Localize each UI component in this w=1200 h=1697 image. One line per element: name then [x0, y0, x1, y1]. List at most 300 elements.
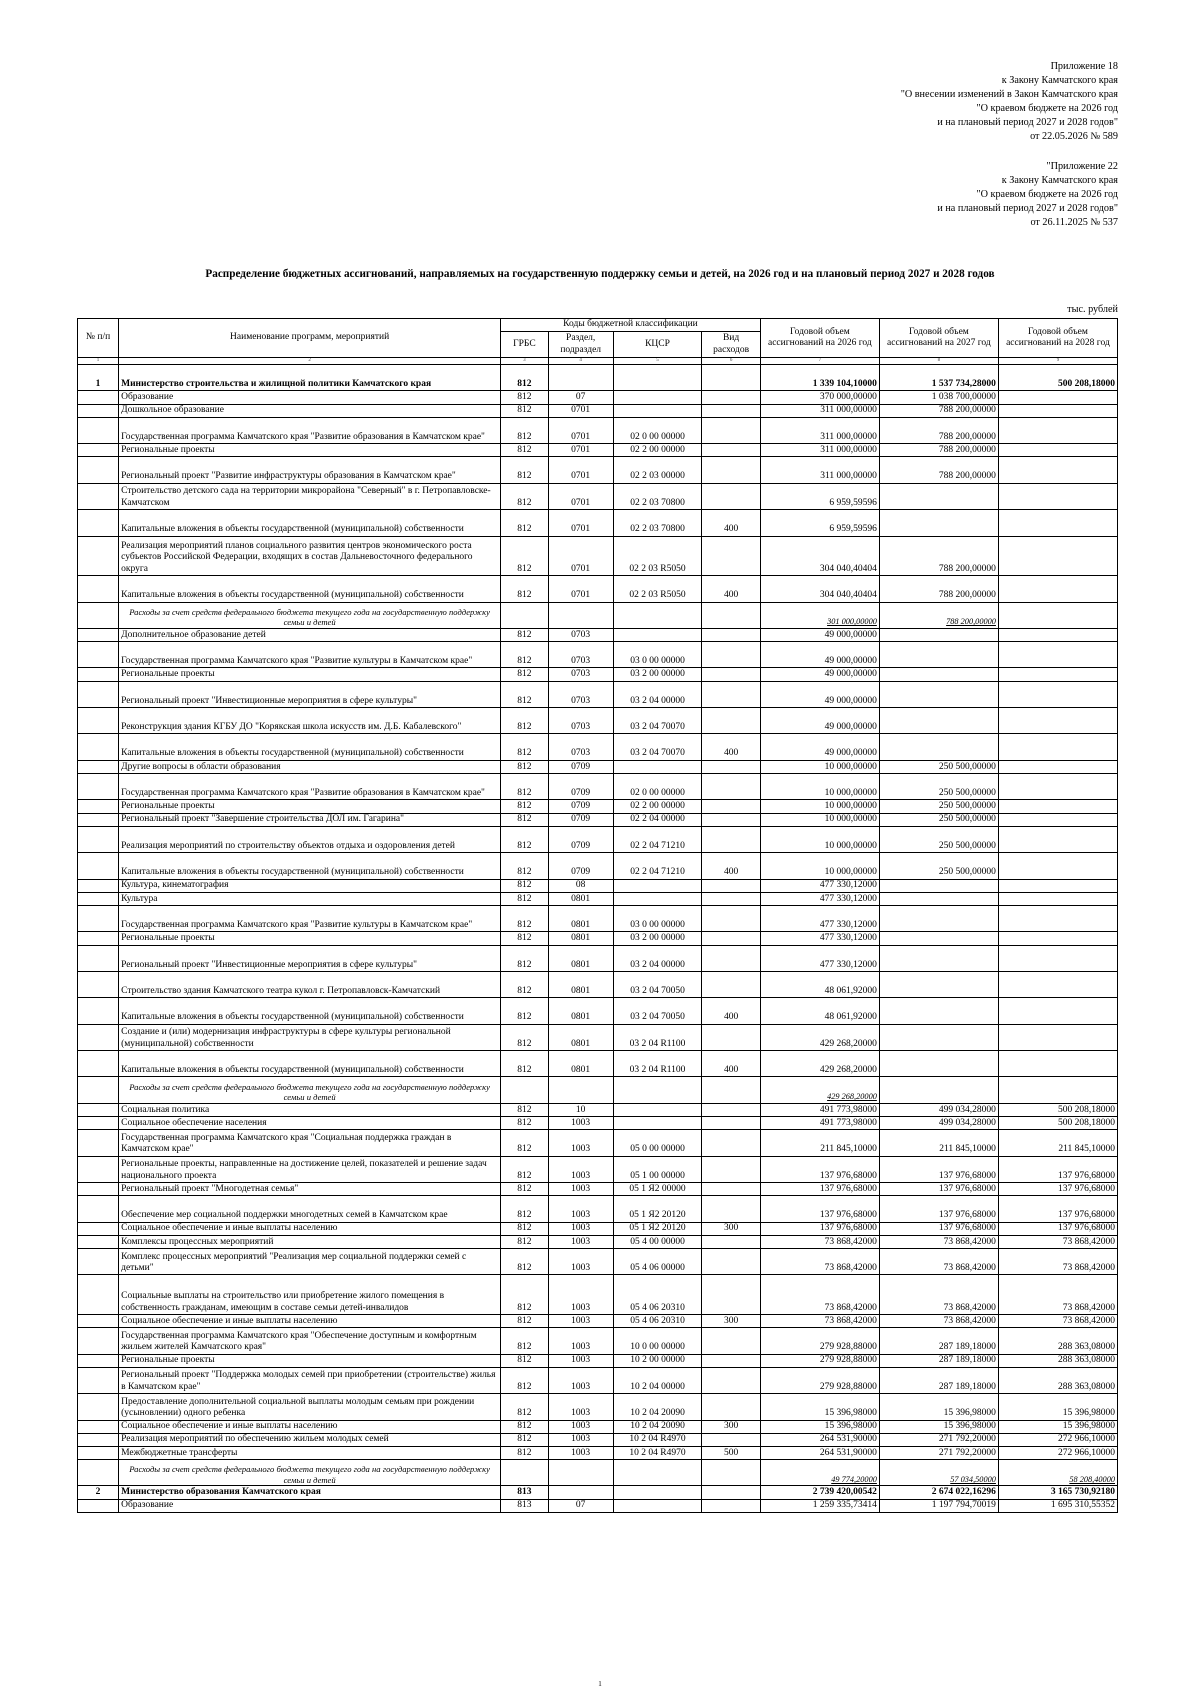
- table-row: [78, 457, 1118, 483]
- table-row: [78, 905, 1118, 931]
- row-value-2027: [879, 905, 998, 931]
- row-index: [78, 536, 119, 576]
- row-value-2026: 304 040,40404: [760, 576, 879, 602]
- row-section: 1003: [548, 1446, 613, 1459]
- row-index: [78, 628, 119, 641]
- row-value-2026: 370 000,00000: [760, 391, 879, 404]
- row-name: Государственная программа Камчатского края "Развитие культуры в Камчатском крае": [119, 642, 501, 668]
- row-name: Реализация мероприятий по строительству объектов отдыха и оздоровления детей: [119, 826, 501, 852]
- row-index: [78, 879, 119, 892]
- row-vr: [702, 708, 760, 734]
- table-row: [78, 642, 1118, 668]
- row-value-2026: 301 000,00000: [760, 602, 879, 628]
- appendix-line: к Закону Камчатского края: [1001, 75, 1118, 86]
- row-vr: 400: [702, 998, 760, 1024]
- row-vr: [702, 391, 760, 404]
- row-index: [78, 417, 119, 443]
- row-grbs: 812: [501, 813, 549, 826]
- row-value-2027: [879, 510, 998, 536]
- row-index: [78, 404, 119, 417]
- row-value-2027: 137 976,68000: [879, 1156, 998, 1182]
- row-kcsr: 05 0 00 00000: [613, 1130, 702, 1156]
- row-value-2026: 477 330,12000: [760, 945, 879, 971]
- table-row: [78, 734, 1118, 760]
- row-vr: [702, 1275, 760, 1315]
- table-row: [78, 1486, 1118, 1499]
- row-value-2028: [998, 1077, 1117, 1103]
- table-row: [78, 932, 1118, 945]
- row-index: [78, 444, 119, 457]
- row-value-2026: 279 928,88000: [760, 1354, 879, 1367]
- row-value-2026: 1 339 104,10000: [760, 365, 879, 391]
- row-kcsr: [613, 404, 702, 417]
- row-name: Министерство строительства и жилищной политики Камчатского края: [119, 365, 501, 391]
- row-kcsr: 03 2 04 00000: [613, 681, 702, 707]
- row-value-2026: 49 000,00000: [760, 668, 879, 681]
- row-section: 0801: [548, 905, 613, 931]
- row-grbs: 812: [501, 853, 549, 879]
- row-vr: 400: [702, 853, 760, 879]
- row-value-2026: 10 000,00000: [760, 853, 879, 879]
- row-name: Капитальные вложения в объекты государственной (муниципальной) собственности: [119, 1051, 501, 1077]
- row-kcsr: [613, 1103, 702, 1116]
- row-name: Капитальные вложения в объекты государственной (муниципальной) собственности: [119, 853, 501, 879]
- row-value-2026: 10 000,00000: [760, 826, 879, 852]
- row-section: 1003: [548, 1222, 613, 1235]
- row-name: Социальное обеспечение и иные выплаты населению: [119, 1314, 501, 1327]
- row-section: 1003: [548, 1314, 613, 1327]
- row-value-2027: 250 500,00000: [879, 800, 998, 813]
- row-value-2027: [879, 1024, 998, 1050]
- row-vr: [702, 800, 760, 813]
- row-value-2027: [879, 708, 998, 734]
- row-index: [78, 1367, 119, 1393]
- row-section: 0701: [548, 536, 613, 576]
- row-kcsr: 03 2 04 70050: [613, 971, 702, 997]
- row-value-2028: 288 363,08000: [998, 1328, 1117, 1354]
- header-vr: Вид расходов: [702, 332, 760, 358]
- row-value-2027: [879, 971, 998, 997]
- table-row: [78, 668, 1118, 681]
- row-kcsr: 02 2 04 71210: [613, 853, 702, 879]
- federal-funds-note-row: [78, 1460, 1118, 1486]
- table-row: [78, 536, 1118, 576]
- row-value-2028: 211 845,10000: [998, 1130, 1117, 1156]
- row-section: 0801: [548, 971, 613, 997]
- row-index: [78, 510, 119, 536]
- table-row: [78, 1499, 1118, 1512]
- row-kcsr: 05 4 06 00000: [613, 1248, 702, 1274]
- row-vr: [702, 1235, 760, 1248]
- row-section: 1003: [548, 1328, 613, 1354]
- row-index: [78, 1103, 119, 1116]
- row-section: 0801: [548, 932, 613, 945]
- row-index: [78, 1314, 119, 1327]
- table-row: [78, 1433, 1118, 1446]
- row-value-2028: [998, 879, 1117, 892]
- row-value-2026: 429 268,20000: [760, 1024, 879, 1050]
- federal-funds-note-row: [78, 1077, 1118, 1103]
- row-value-2026: 137 976,68000: [760, 1222, 879, 1235]
- row-value-2026: 491 773,98000: [760, 1103, 879, 1116]
- row-value-2027: [879, 1077, 998, 1103]
- table-row: [78, 800, 1118, 813]
- row-index: [78, 734, 119, 760]
- row-grbs: 812: [501, 774, 549, 800]
- row-value-2026: 1 259 335,73414: [760, 1499, 879, 1512]
- appendix-line: "О краевом бюджете на 2026 год: [976, 103, 1118, 114]
- row-section: 0703: [548, 642, 613, 668]
- row-value-2026: 2 739 420,00542: [760, 1486, 879, 1499]
- row-name: Государственная программа Камчатского края "Развитие образования в Камчатском крае": [119, 417, 501, 443]
- row-index: [78, 1394, 119, 1420]
- row-vr: [702, 1433, 760, 1446]
- row-kcsr: 02 0 00 00000: [613, 774, 702, 800]
- row-value-2027: [879, 892, 998, 905]
- appendix-line: Приложение 18: [1050, 61, 1118, 72]
- row-index: [78, 1354, 119, 1367]
- row-index: [78, 1024, 119, 1050]
- row-grbs: 812: [501, 879, 549, 892]
- row-section: 0709: [548, 760, 613, 773]
- header-2028: Годовой объем ассигнований на 2028 год: [998, 319, 1117, 358]
- table-row: [78, 879, 1118, 892]
- row-value-2027: 1 537 734,28000: [879, 365, 998, 391]
- row-value-2028: [998, 668, 1117, 681]
- row-grbs: 812: [501, 971, 549, 997]
- row-kcsr: [613, 1486, 702, 1499]
- row-value-2027: 15 396,98000: [879, 1420, 998, 1433]
- row-value-2026: 429 268,20000: [760, 1077, 879, 1103]
- row-value-2026: 6 959,59596: [760, 510, 879, 536]
- appendix-line: "О внесении изменений в Закон Камчатского края: [900, 89, 1118, 100]
- row-section: 0701: [548, 510, 613, 536]
- row-value-2026: 73 868,42000: [760, 1275, 879, 1315]
- row-index: [78, 1130, 119, 1156]
- row-vr: 400: [702, 510, 760, 536]
- row-index: [78, 576, 119, 602]
- row-value-2028: [998, 681, 1117, 707]
- row-value-2026: 48 061,92000: [760, 998, 879, 1024]
- column-number: 9: [998, 358, 1117, 365]
- row-section: 0701: [548, 483, 613, 509]
- row-kcsr: 05 1 Я2 20120: [613, 1222, 702, 1235]
- row-value-2028: [998, 932, 1117, 945]
- row-vr: 400: [702, 1051, 760, 1077]
- row-value-2028: 1 695 310,55352: [998, 1499, 1117, 1512]
- row-name: Предоставление дополнительной социальной выплаты молодым семьям при рождении (усыновлении) одного ребенка: [119, 1394, 501, 1420]
- row-value-2026: 137 976,68000: [760, 1183, 879, 1196]
- table-row: [78, 945, 1118, 971]
- row-value-2028: 500 208,18000: [998, 365, 1117, 391]
- federal-funds-note-row: [78, 602, 1118, 628]
- row-grbs: 813: [501, 1499, 549, 1512]
- row-vr: [702, 1130, 760, 1156]
- row-value-2028: [998, 892, 1117, 905]
- row-grbs: 812: [501, 1103, 549, 1116]
- row-section: 0709: [548, 774, 613, 800]
- row-section: 1003: [548, 1248, 613, 1274]
- row-index: [78, 998, 119, 1024]
- row-value-2026: 10 000,00000: [760, 800, 879, 813]
- row-value-2027: 2 674 022,16296: [879, 1486, 998, 1499]
- row-name: Дополнительное образование детей: [119, 628, 501, 641]
- row-value-2026: 311 000,00000: [760, 444, 879, 457]
- table-row: [78, 365, 1118, 391]
- column-number: 8: [879, 358, 998, 365]
- row-vr: [702, 905, 760, 931]
- row-index: [78, 1446, 119, 1459]
- row-value-2026: 49 774,20000: [760, 1460, 879, 1486]
- row-section: 0703: [548, 708, 613, 734]
- row-grbs: 812: [501, 1367, 549, 1393]
- row-grbs: 812: [501, 905, 549, 931]
- row-grbs: 812: [501, 1433, 549, 1446]
- row-value-2028: 58 208,40000: [998, 1460, 1117, 1486]
- row-section: 1003: [548, 1275, 613, 1315]
- column-number: 5: [613, 358, 702, 365]
- table-row: [78, 998, 1118, 1024]
- row-value-2027: 499 034,28000: [879, 1117, 998, 1130]
- row-section: 0801: [548, 1024, 613, 1050]
- row-grbs: 812: [501, 417, 549, 443]
- column-number: 1: [78, 358, 119, 365]
- row-value-2027: [879, 681, 998, 707]
- row-grbs: 812: [501, 483, 549, 509]
- row-value-2028: 3 165 730,92180: [998, 1486, 1117, 1499]
- row-value-2027: [879, 483, 998, 509]
- row-value-2027: 137 976,68000: [879, 1183, 998, 1196]
- row-name: Образование: [119, 391, 501, 404]
- row-kcsr: 02 2 04 71210: [613, 826, 702, 852]
- row-value-2027: 250 500,00000: [879, 760, 998, 773]
- row-index: [78, 642, 119, 668]
- column-number: 7: [760, 358, 879, 365]
- row-value-2028: [998, 945, 1117, 971]
- table-row: [78, 1103, 1118, 1116]
- row-grbs: 812: [501, 576, 549, 602]
- row-value-2028: [998, 800, 1117, 813]
- row-name: Капитальные вложения в объекты государственной (муниципальной) собственности: [119, 998, 501, 1024]
- row-value-2028: [998, 708, 1117, 734]
- header-codes-group: Коды бюджетной классификации: [501, 319, 761, 332]
- row-kcsr: 02 2 00 00000: [613, 800, 702, 813]
- row-grbs: 812: [501, 998, 549, 1024]
- row-index: [78, 971, 119, 997]
- row-value-2026: 10 000,00000: [760, 813, 879, 826]
- row-value-2027: 250 500,00000: [879, 774, 998, 800]
- row-value-2028: [998, 457, 1117, 483]
- row-kcsr: [613, 1499, 702, 1512]
- row-value-2028: [998, 444, 1117, 457]
- row-value-2028: [998, 813, 1117, 826]
- row-vr: [702, 457, 760, 483]
- header-2027: Годовой объем ассигнований на 2027 год: [879, 319, 998, 358]
- row-value-2026: 304 040,40404: [760, 536, 879, 576]
- row-value-2026: 49 000,00000: [760, 628, 879, 641]
- row-name: Образование: [119, 1499, 501, 1512]
- row-kcsr: [613, 1117, 702, 1130]
- row-vr: [702, 760, 760, 773]
- row-name: Реализация мероприятий по обеспечению жильем молодых семей: [119, 1433, 501, 1446]
- row-grbs: 812: [501, 391, 549, 404]
- table-row: [78, 483, 1118, 509]
- row-value-2027: 287 189,18000: [879, 1367, 998, 1393]
- row-section: 0709: [548, 800, 613, 813]
- row-kcsr: [613, 602, 702, 628]
- row-index: [78, 483, 119, 509]
- row-value-2028: [998, 774, 1117, 800]
- row-value-2026: 279 928,88000: [760, 1328, 879, 1354]
- row-index: 1: [78, 365, 119, 391]
- header-2026: Годовой объем ассигнований на 2026 год: [760, 319, 879, 358]
- row-name: Региональные проекты: [119, 1354, 501, 1367]
- appendix-line: и на плановый период 2027 и 2028 годов": [937, 117, 1118, 128]
- row-vr: [702, 642, 760, 668]
- row-kcsr: [613, 628, 702, 641]
- row-index: [78, 1275, 119, 1315]
- row-value-2027: 287 189,18000: [879, 1354, 998, 1367]
- row-grbs: 812: [501, 1354, 549, 1367]
- row-value-2028: [998, 760, 1117, 773]
- appendix-line: к Закону Камчатского края: [1001, 175, 1118, 186]
- row-value-2028: 137 976,68000: [998, 1156, 1117, 1182]
- row-kcsr: 10 2 04 00000: [613, 1367, 702, 1393]
- row-section: 07: [548, 391, 613, 404]
- row-kcsr: 03 2 00 00000: [613, 668, 702, 681]
- row-value-2026: 264 531,90000: [760, 1446, 879, 1459]
- table-row: [78, 1130, 1118, 1156]
- row-section: 1003: [548, 1117, 613, 1130]
- row-section: 0701: [548, 444, 613, 457]
- row-value-2028: 73 868,42000: [998, 1248, 1117, 1274]
- row-vr: [702, 1117, 760, 1130]
- row-value-2027: 73 868,42000: [879, 1314, 998, 1327]
- row-vr: [702, 444, 760, 457]
- table-row: [78, 404, 1118, 417]
- appendix-22-header: [937, 160, 1118, 230]
- row-section: 0701: [548, 576, 613, 602]
- row-name: Дошкольное образование: [119, 404, 501, 417]
- row-value-2027: 73 868,42000: [879, 1275, 998, 1315]
- row-name: Комплексы процессных мероприятий: [119, 1235, 501, 1248]
- row-section: 1003: [548, 1156, 613, 1182]
- row-index: [78, 760, 119, 773]
- row-value-2026: 264 531,90000: [760, 1433, 879, 1446]
- row-value-2028: [998, 905, 1117, 931]
- row-grbs: 812: [501, 681, 549, 707]
- row-value-2028: [998, 642, 1117, 668]
- row-kcsr: 10 2 04 R4970: [613, 1433, 702, 1446]
- row-grbs: 812: [501, 1275, 549, 1315]
- row-grbs: 812: [501, 1394, 549, 1420]
- row-name: Расходы за счет средств федерального бюджета текущего года на государственную поддержку семьи и детей: [119, 602, 501, 628]
- row-vr: [702, 1183, 760, 1196]
- row-value-2027: 788 200,00000: [879, 602, 998, 628]
- row-kcsr: [613, 391, 702, 404]
- row-vr: [702, 483, 760, 509]
- row-vr: 400: [702, 576, 760, 602]
- row-vr: [702, 892, 760, 905]
- row-value-2026: 491 773,98000: [760, 1117, 879, 1130]
- row-value-2027: 788 200,00000: [879, 444, 998, 457]
- row-section: 0701: [548, 417, 613, 443]
- row-grbs: 812: [501, 1235, 549, 1248]
- column-number: 6: [702, 358, 760, 365]
- row-section: 08: [548, 879, 613, 892]
- table-row: [78, 813, 1118, 826]
- row-value-2028: [998, 536, 1117, 576]
- row-grbs: 812: [501, 892, 549, 905]
- row-grbs: [501, 602, 549, 628]
- row-index: [78, 708, 119, 734]
- row-name: Региональный проект "Инвестиционные мероприятия в сфере культуры": [119, 681, 501, 707]
- row-index: [78, 1156, 119, 1182]
- row-kcsr: 02 2 04 00000: [613, 813, 702, 826]
- table-row: [78, 1328, 1118, 1354]
- row-section: 10: [548, 1103, 613, 1116]
- row-value-2026: 49 000,00000: [760, 642, 879, 668]
- row-name: Социальное обеспечение и иные выплаты населению: [119, 1420, 501, 1433]
- row-kcsr: 10 2 00 00000: [613, 1354, 702, 1367]
- row-index: [78, 1077, 119, 1103]
- row-name: Создание и (или) модернизация инфраструктуры в сфере культуры региональной (муниципальной) собственности: [119, 1024, 501, 1050]
- row-vr: 300: [702, 1420, 760, 1433]
- table-row: [78, 444, 1118, 457]
- table-row: [78, 1354, 1118, 1367]
- row-name: Региональные проекты: [119, 444, 501, 457]
- row-value-2027: [879, 642, 998, 668]
- row-name: Расходы за счет средств федерального бюджета текущего года на государственную поддержку семьи и детей: [119, 1460, 501, 1486]
- row-section: [548, 365, 613, 391]
- row-vr: [702, 879, 760, 892]
- row-kcsr: 10 0 00 00000: [613, 1328, 702, 1354]
- row-kcsr: 10 2 04 R4970: [613, 1446, 702, 1459]
- row-name: Культура: [119, 892, 501, 905]
- document-title: Распределение бюджетных ассигнований, направляемых на государственную поддержку семьи и детей, на 2026 год и на плановый период 2027 и 2028 годов: [205, 268, 995, 280]
- row-value-2027: [879, 945, 998, 971]
- row-index: [78, 1196, 119, 1222]
- row-grbs: 812: [501, 365, 549, 391]
- row-value-2027: [879, 668, 998, 681]
- row-value-2027: [879, 932, 998, 945]
- row-index: [78, 391, 119, 404]
- row-section: 1003: [548, 1354, 613, 1367]
- row-grbs: 812: [501, 734, 549, 760]
- row-name: Социальное обеспечение и иные выплаты населению: [119, 1222, 501, 1235]
- row-value-2028: 137 976,68000: [998, 1196, 1117, 1222]
- row-vr: 300: [702, 1314, 760, 1327]
- table-row: [78, 1024, 1118, 1050]
- row-value-2028: [998, 417, 1117, 443]
- row-kcsr: 03 2 04 R1100: [613, 1024, 702, 1050]
- row-value-2028: [998, 510, 1117, 536]
- row-index: [78, 774, 119, 800]
- row-index: [78, 1420, 119, 1433]
- header-kcsr: КЦСР: [613, 332, 702, 358]
- row-value-2027: [879, 1051, 998, 1077]
- row-value-2027: 57 034,50000: [879, 1460, 998, 1486]
- row-section: 0801: [548, 1051, 613, 1077]
- row-value-2028: 15 396,98000: [998, 1394, 1117, 1420]
- column-number: 4: [548, 358, 613, 365]
- row-index: [78, 813, 119, 826]
- row-kcsr: [613, 879, 702, 892]
- row-grbs: 812: [501, 1024, 549, 1050]
- row-vr: [702, 774, 760, 800]
- header-num: № п/п: [78, 319, 119, 358]
- row-grbs: 812: [501, 668, 549, 681]
